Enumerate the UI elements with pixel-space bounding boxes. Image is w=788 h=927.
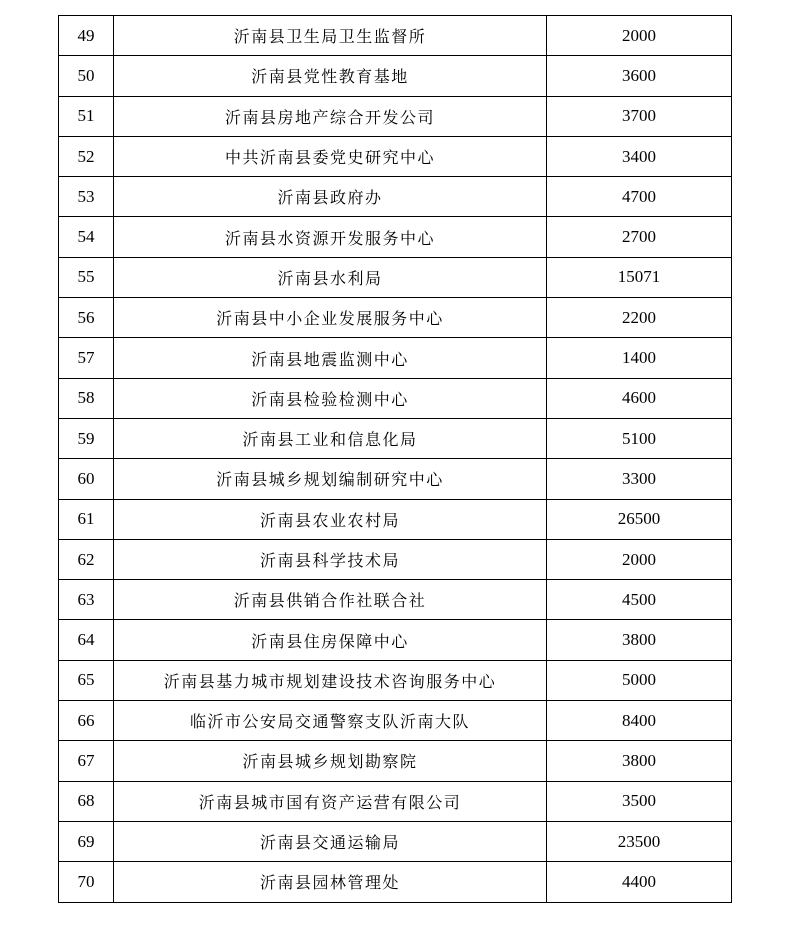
table-body — [59, 16, 732, 903]
unit-name-cell: 沂南县地震监测中心 — [114, 338, 547, 378]
row-number-cell: 57 — [59, 338, 114, 378]
amount-cell: 2000 — [547, 16, 732, 56]
amount-cell: 15071 — [547, 257, 732, 297]
row-number-cell: 67 — [59, 741, 114, 781]
table-row — [59, 862, 732, 902]
row-number-cell: 50 — [59, 56, 114, 96]
unit-name-cell: 沂南县园林管理处 — [114, 862, 547, 902]
row-number-cell: 58 — [59, 378, 114, 418]
row-number-cell: 55 — [59, 257, 114, 297]
amount-cell: 5100 — [547, 418, 732, 458]
row-number-cell: 53 — [59, 177, 114, 217]
row-number-cell: 54 — [59, 217, 114, 257]
unit-name-cell: 沂南县水利局 — [114, 257, 547, 297]
table-row — [59, 580, 732, 620]
unit-name-cell: 沂南县中小企业发展服务中心 — [114, 298, 547, 338]
amount-cell: 3600 — [547, 56, 732, 96]
amount-cell: 8400 — [547, 701, 732, 741]
row-number-cell: 69 — [59, 821, 114, 861]
row-number-cell: 65 — [59, 660, 114, 700]
row-number-cell: 66 — [59, 701, 114, 741]
table-row — [59, 56, 732, 96]
table-row — [59, 257, 732, 297]
table-row — [59, 16, 732, 56]
amount-cell: 3300 — [547, 459, 732, 499]
table-row — [59, 136, 732, 176]
table-row — [59, 620, 732, 660]
data-table — [58, 15, 732, 903]
table-row — [59, 378, 732, 418]
row-number-cell: 51 — [59, 96, 114, 136]
amount-cell: 1400 — [547, 338, 732, 378]
amount-cell: 26500 — [547, 499, 732, 539]
amount-cell: 4600 — [547, 378, 732, 418]
unit-name-cell: 沂南县交通运输局 — [114, 821, 547, 861]
row-number-cell: 70 — [59, 862, 114, 902]
amount-cell: 2000 — [547, 539, 732, 579]
unit-name-cell: 临沂市公安局交通警察支队沂南大队 — [114, 701, 547, 741]
amount-cell: 3800 — [547, 620, 732, 660]
amount-cell: 4700 — [547, 177, 732, 217]
amount-cell: 3400 — [547, 136, 732, 176]
table-row — [59, 217, 732, 257]
unit-name-cell: 沂南县政府办 — [114, 177, 547, 217]
table-row — [59, 96, 732, 136]
row-number-cell: 68 — [59, 781, 114, 821]
table-row — [59, 499, 732, 539]
table-row — [59, 741, 732, 781]
unit-name-cell: 沂南县房地产综合开发公司 — [114, 96, 547, 136]
amount-cell: 3700 — [547, 96, 732, 136]
unit-name-cell: 沂南县供销合作社联合社 — [114, 580, 547, 620]
table-row — [59, 298, 732, 338]
unit-name-cell: 沂南县党性教育基地 — [114, 56, 547, 96]
amount-cell: 4400 — [547, 862, 732, 902]
table-row — [59, 459, 732, 499]
unit-name-cell: 沂南县城乡规划编制研究中心 — [114, 459, 547, 499]
table-row — [59, 539, 732, 579]
amount-cell: 3800 — [547, 741, 732, 781]
row-number-cell: 52 — [59, 136, 114, 176]
unit-name-cell: 沂南县城乡规划勘察院 — [114, 741, 547, 781]
unit-name-cell: 沂南县检验检测中心 — [114, 378, 547, 418]
amount-cell: 5000 — [547, 660, 732, 700]
amount-cell: 23500 — [547, 821, 732, 861]
row-number-cell: 61 — [59, 499, 114, 539]
row-number-cell: 63 — [59, 580, 114, 620]
unit-name-cell: 沂南县科学技术局 — [114, 539, 547, 579]
row-number-cell: 49 — [59, 16, 114, 56]
table-row — [59, 418, 732, 458]
table-row — [59, 660, 732, 700]
table-row — [59, 821, 732, 861]
row-number-cell: 56 — [59, 298, 114, 338]
row-number-cell: 62 — [59, 539, 114, 579]
unit-name-cell: 沂南县卫生局卫生监督所 — [114, 16, 547, 56]
unit-name-cell: 沂南县基力城市规划建设技术咨询服务中心 — [114, 660, 547, 700]
unit-name-cell: 沂南县农业农村局 — [114, 499, 547, 539]
unit-name-cell: 沂南县住房保障中心 — [114, 620, 547, 660]
table-row — [59, 701, 732, 741]
table-row — [59, 338, 732, 378]
amount-cell: 2200 — [547, 298, 732, 338]
row-number-cell: 60 — [59, 459, 114, 499]
row-number-cell: 59 — [59, 418, 114, 458]
amount-cell: 2700 — [547, 217, 732, 257]
amount-cell: 3500 — [547, 781, 732, 821]
amount-cell: 4500 — [547, 580, 732, 620]
unit-name-cell: 中共沂南县委党史研究中心 — [114, 136, 547, 176]
table-row — [59, 177, 732, 217]
table-row — [59, 781, 732, 821]
unit-name-cell: 沂南县城市国有资产运营有限公司 — [114, 781, 547, 821]
unit-name-cell: 沂南县工业和信息化局 — [114, 418, 547, 458]
unit-name-cell: 沂南县水资源开发服务中心 — [114, 217, 547, 257]
row-number-cell: 64 — [59, 620, 114, 660]
